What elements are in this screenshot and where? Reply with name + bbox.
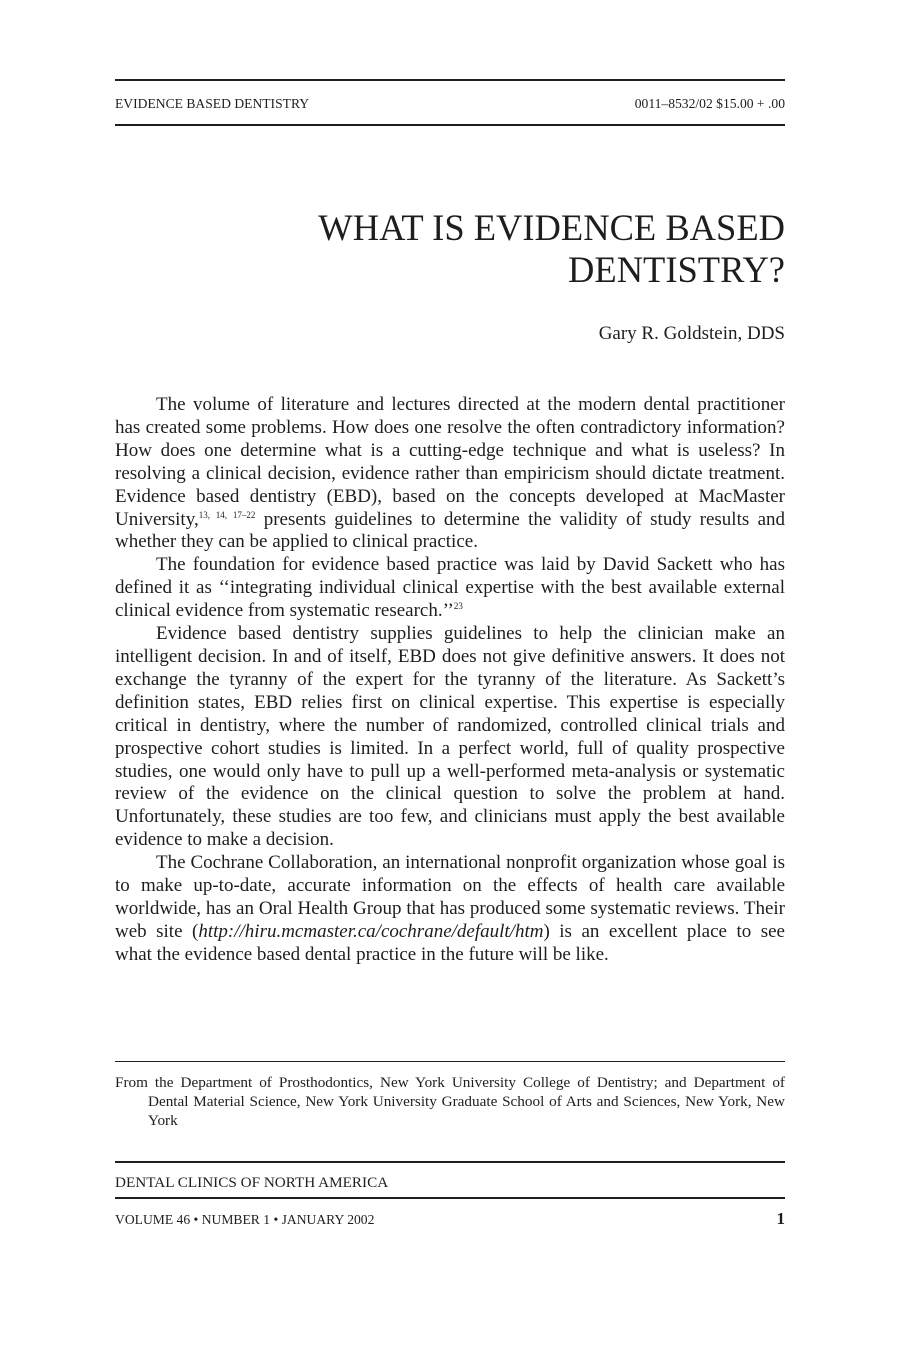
page-number: 1	[776, 1209, 785, 1228]
running-head-journal: EVIDENCE BASED DENTISTRY	[115, 96, 310, 111]
paragraph-1	[115, 394, 785, 554]
journal-page	[115, 0, 785, 1350]
article-body	[115, 394, 785, 967]
running-head-price-code: 0011–8532/02 $15.00 + .00	[634, 96, 785, 111]
author-name: Gary R. Goldstein, DDS	[598, 323, 785, 344]
cochrane-web-link[interactable]: http://hiru.mcmaster.​ca/cochrane/default/htm	[198, 920, 544, 942]
citation-refs-1: 13, 14, 17–22	[198, 509, 256, 520]
issue-info: VOLUME 46 • NUMBER 1 • JANUARY 2002	[115, 1212, 375, 1227]
paragraph-2-text: The foundation for evidence based practice was laid by David Sackett who has defined it as ‘‘integrating individual clinical expertise with the best available external clinical evidence from systematic research.’’	[115, 554, 785, 622]
footer-rule-top	[115, 1161, 785, 1163]
journal-name: DENTAL CLINICS OF NORTH AMERICA	[115, 1174, 389, 1191]
paragraph-2	[115, 554, 785, 623]
paragraph-1-text-b: presents guidelines to determine the validity of study results and whether they can be applied to clinical practice.	[115, 508, 786, 553]
paragraph-4	[115, 852, 785, 967]
running-head-rule	[115, 124, 785, 126]
citation-refs-2: 23	[453, 601, 463, 612]
paragraph-1-text-a: The volume of literature and lectures directed at the modern dental practitioner has created some problems. How does one resolve the often contradictory information? How does one determine what is a cutting-edge technique and what is useless? In resolving a clinical decision, evidence rather than empiricism should dictate treatment. Evidence based dentistry (EBD), based on the concepts developed at MacMaster University,	[115, 394, 785, 530]
top-rule	[115, 79, 785, 81]
article-title	[225, 207, 785, 291]
footer-rule-middle	[115, 1197, 785, 1199]
issue-line	[115, 1210, 785, 1229]
author-affiliation: From the Department of Prosthodontics, New York University College of Dentistry; and Department of Dental Material Science, New York University Graduate School of Arts and Sciences, New York, New York	[115, 1074, 785, 1129]
article-title-line-2: DENTISTRY?	[568, 249, 785, 290]
paragraph-4-text-a: The Cochrane Collaboration, an international nonprofit organization whose goal is to make up-to-date, accurate information on the effects of health care available worldwide, has an Oral Health Group that has produced some systematic reviews. Their web site (	[115, 852, 785, 942]
footnote-rule	[115, 1061, 785, 1062]
running-head	[115, 95, 785, 113]
paragraph-4-text-b: ) is an excellent place to see what the evidence based dental practice in the future will be like.	[115, 920, 785, 965]
article-title-line-1: WHAT IS EVIDENCE BASED	[318, 207, 785, 248]
paragraph-3: Evidence based dentistry supplies guidelines to help the clinician make an intelligent decision. In and of itself, EBD does not give definitive answers. It does not exchange the tyranny of the expert for the tyranny of the literature. As Sackett’s definition states, EBD relies first on clinical expertise. This expertise is especially critical in dentistry, where the number of randomized, controlled clinical trials and prospective cohort studies is limited. In a perfect world, full of quality prospective studies, one would only have to pull up a well-performed meta-analysis or systematic review of the evidence on the clinical question to solve the problem at hand. Unfortunately, these studies are too few, and clinicians must apply the best available evidence to make a decision.	[115, 623, 785, 851]
